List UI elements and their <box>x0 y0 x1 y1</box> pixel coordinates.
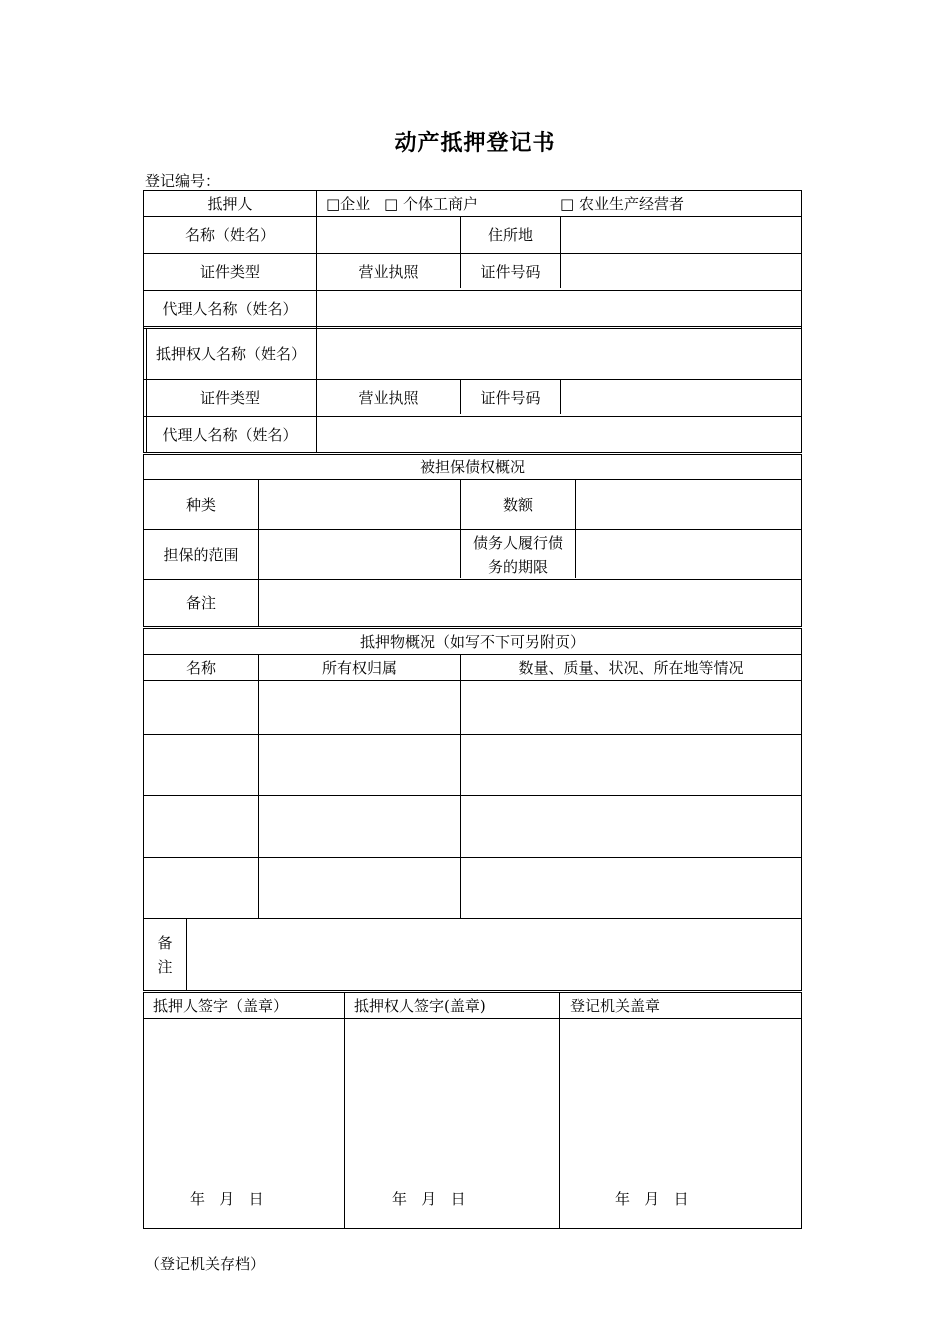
mortgagor-type-individual[interactable]: □ 个体工商户 <box>384 194 478 213</box>
debt-remark-label: 备注 <box>185 594 216 612</box>
authority-seal-label: 登记机关盖章 <box>570 996 661 1015</box>
collateral-row-4[interactable] <box>144 858 801 918</box>
mortgagor-id-type-label: 证件类型 <box>199 263 260 281</box>
mortgagee-id-type-value: 营业执照 <box>358 389 419 407</box>
debt-type-field[interactable] <box>259 480 460 529</box>
mortgagor-type-agricultural[interactable]: □ 农业生产经营者 <box>560 194 684 213</box>
mortgagor-signature-label: 抵押人签字（盖章） <box>153 996 289 1015</box>
collateral-col-ownership: 所有权归属 <box>321 658 397 677</box>
collateral-remark-field[interactable] <box>187 919 801 990</box>
mortgagee-name-field[interactable] <box>317 329 801 379</box>
collateral-section-header: 抵押物概况（如写不下可另附页） <box>359 632 585 651</box>
party-section <box>143 190 802 453</box>
archive-note: （登记机关存档） <box>145 1255 266 1273</box>
mortgagor-address-field[interactable] <box>561 217 801 253</box>
debt-scope-field[interactable] <box>259 530 460 579</box>
collateral-remark-label: 备注 <box>157 933 173 976</box>
collateral-col-name: 名称 <box>185 658 216 677</box>
collateral-row-1[interactable] <box>144 681 801 734</box>
debt-amount-label: 数额 <box>502 495 533 514</box>
mortgagee-signature-date: 年 月 日 <box>392 1190 466 1208</box>
debt-amount-field[interactable] <box>576 480 801 529</box>
debt-scope-label: 担保的范围 <box>163 545 239 564</box>
authority-seal-date: 年 月 日 <box>615 1190 689 1208</box>
debt-term-field[interactable] <box>576 530 801 579</box>
mortgagor-signature-date: 年 月 日 <box>190 1190 264 1208</box>
signature-section <box>143 992 802 1229</box>
debt-section-header: 被担保债权概况 <box>419 458 525 476</box>
mortgagor-agent-field[interactable] <box>317 291 801 326</box>
mortgagor-label: 抵押人 <box>207 194 253 213</box>
mortgagor-name-field[interactable] <box>317 217 460 253</box>
collateral-col-details: 数量、质量、状况、所在地等情况 <box>518 658 744 677</box>
mortgagor-id-number-field[interactable] <box>561 254 801 290</box>
document-title: 动产抵押登记书 <box>394 130 556 156</box>
debt-type-label: 种类 <box>185 495 216 514</box>
collateral-row-3[interactable] <box>144 796 801 857</box>
mortgagee-agent-field[interactable] <box>317 417 801 452</box>
mortgagor-agent-label: 代理人名称（姓名） <box>162 299 298 318</box>
collateral-section <box>143 628 802 991</box>
mortgagee-signature-label: 抵押权人签字(盖章) <box>354 996 486 1015</box>
mortgagee-id-number-field[interactable] <box>561 380 801 416</box>
registration-number-label: 登记编号： <box>145 172 221 190</box>
mortgagor-address-label: 住所地 <box>487 226 533 244</box>
mortgagee-id-number-label: 证件号码 <box>480 389 541 407</box>
mortgagee-agent-label: 代理人名称（姓名） <box>162 425 298 444</box>
mortgagor-type-enterprise[interactable]: □企业 <box>326 194 371 213</box>
mortgagee-name-label: 抵押权人名称（姓名） <box>156 345 307 363</box>
mortgagor-id-type-value: 营业执照 <box>358 263 419 281</box>
mortgagor-id-number-label: 证件号码 <box>480 263 541 281</box>
mortgagee-id-type-label: 证件类型 <box>199 389 260 407</box>
collateral-row-2[interactable] <box>144 735 801 795</box>
debt-section <box>143 454 802 627</box>
debt-remark-field[interactable] <box>259 580 801 626</box>
mortgagor-name-label: 名称（姓名） <box>184 226 275 244</box>
debt-term-label: 债务人履行债务的期限 <box>472 533 563 576</box>
